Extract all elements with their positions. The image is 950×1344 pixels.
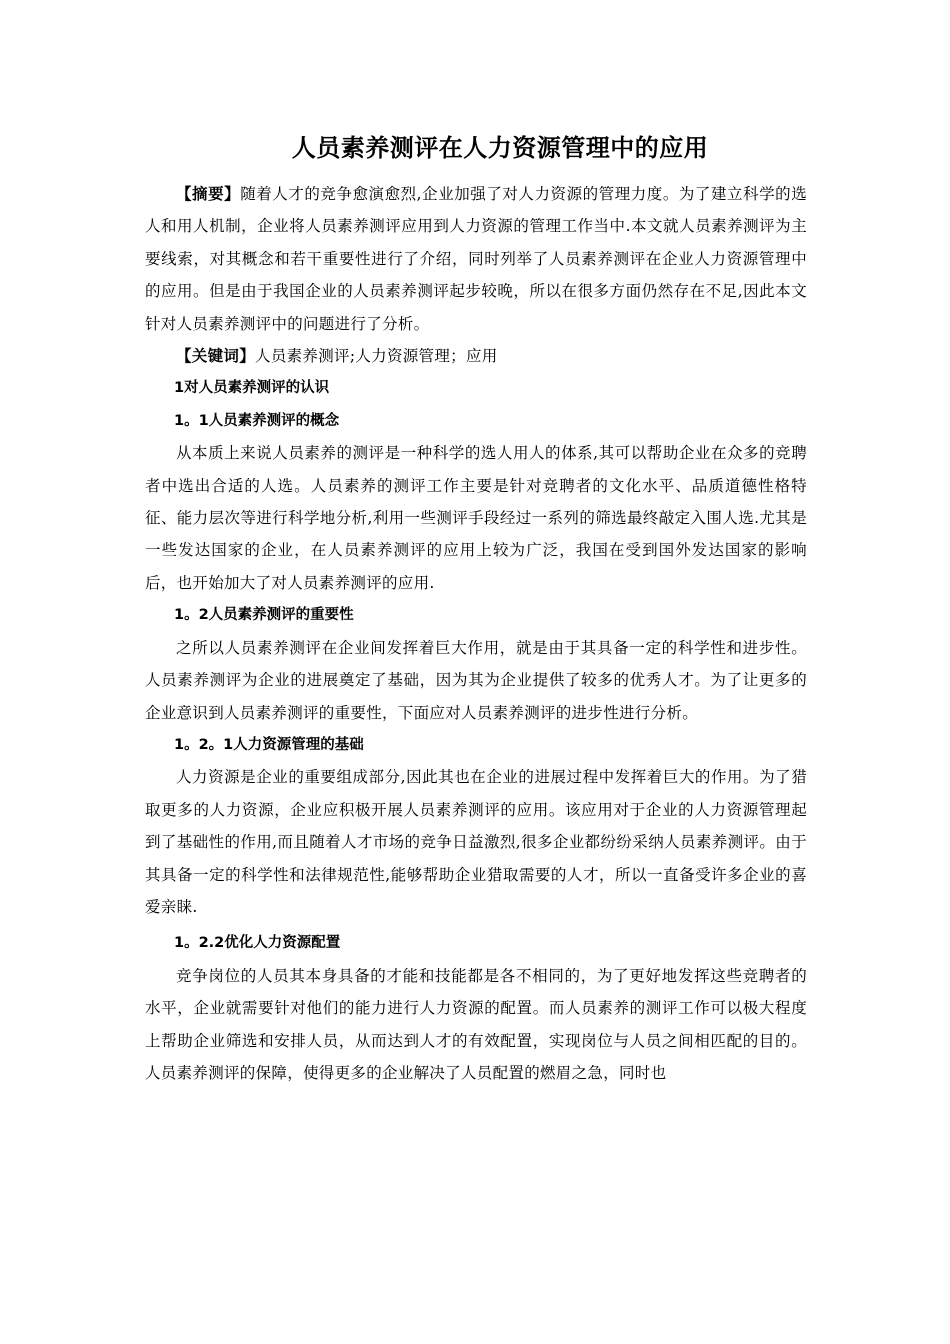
- abstract-text: 随着人才的竞争愈演愈烈,企业加强了对人力资源的管理力度。为了建立科学的选人和用人机制，企业将人员素养测评应用到人力资源的管理工作当中.本文就人员素养测评为主要线索，对其概念和若干重要性进行了介绍，同时列举了人员素养测评在企业人力资源管理中的应用。但是由于我国企业的人员素养测评起步较晚，所以在很多方面仍然存在不足,因此本文针对人员素养测评中的问题进行了分析。: [145, 185, 807, 333]
- keywords-paragraph: [145, 340, 807, 372]
- section-heading-1-2: 1。2人员素养测评的重要性: [174, 607, 354, 624]
- section-heading-1-2-1: 1。2。1人力资源管理的基础: [174, 736, 364, 753]
- section-paragraph-1-2-1: 人力资源是企业的重要组成部分,因此其也在企业的进展过程中发挥着巨大的作用。为了猎取更多的人力资源，企业应积极开展人员素养测评的应用。该应用对于企业的人力资源管理起到了基础性的作用,而且随着人才市场的竞争日益激烈,很多企业都纷纷采纳人员素养测评。由于其具备一定的科学性和法律规范性,能够帮助企业猎取需要的人才，所以一直备受许多企业的喜爱亲睐.: [145, 768, 807, 916]
- section-paragraph-1-1: 从本质上来说人员素养的测评是一种科学的选人用人的体系,其可以帮助企业在众多的竞聘者中选出合适的人选。人员素养的测评工作主要是针对竞聘者的文化水平、品质道德性格特征、能力层次等进行科学地分析,利用一些测评手段经过一系列的筛选最终敲定入围人选.尤其是一些发达国家的企业，在人员素养测评的应用上较为广泛，我国在受到国外发达国家的影响后，也开始加大了对人员素养测评的应用.: [145, 444, 807, 592]
- document-body: [145, 128, 807, 1089]
- keywords-label: 【关键词】: [176, 347, 256, 366]
- section-paragraph-1-2: 之所以人员素养测评在企业间发挥着巨大作用，就是由于其具备一定的科学性和进步性。人员素养测评为企业的进展奠定了基础，因为其为企业提供了较多的优秀人才。为了让更多的企业意识到人员素养测评的重要性，下面应对人员素养测评的进步性进行分析。: [145, 638, 807, 722]
- abstract-paragraph: [145, 178, 807, 340]
- keywords-text: 人员素养测评;人力资源管理；应用: [255, 347, 498, 366]
- section-heading-1-2-2: 1。2.2优化人力资源配置: [174, 935, 341, 952]
- section-paragraph-1-2-2: 竞争岗位的人员其本身具备的才能和技能都是各不相同的，为了更好地发挥这些竞聘者的水平，企业就需要针对他们的能力进行人力资源的配置。而人员素养的测评工作可以极大程度上帮助企业筛选和安排人员，从而达到人才的有效配置，实现岗位与人员之间相匹配的目的。人员素养测评的保障，使得更多的企业解决了人员配置的燃眉之急，同时也: [145, 966, 807, 1082]
- section-heading-1-1: 1。1人员素养测评的概念: [174, 412, 340, 429]
- page-title: 人员素养测评在人力资源管理中的应用: [291, 134, 709, 162]
- section-heading-1: 1对人员素养测评的认识: [174, 380, 330, 397]
- abstract-label: 【摘要】: [176, 185, 241, 203]
